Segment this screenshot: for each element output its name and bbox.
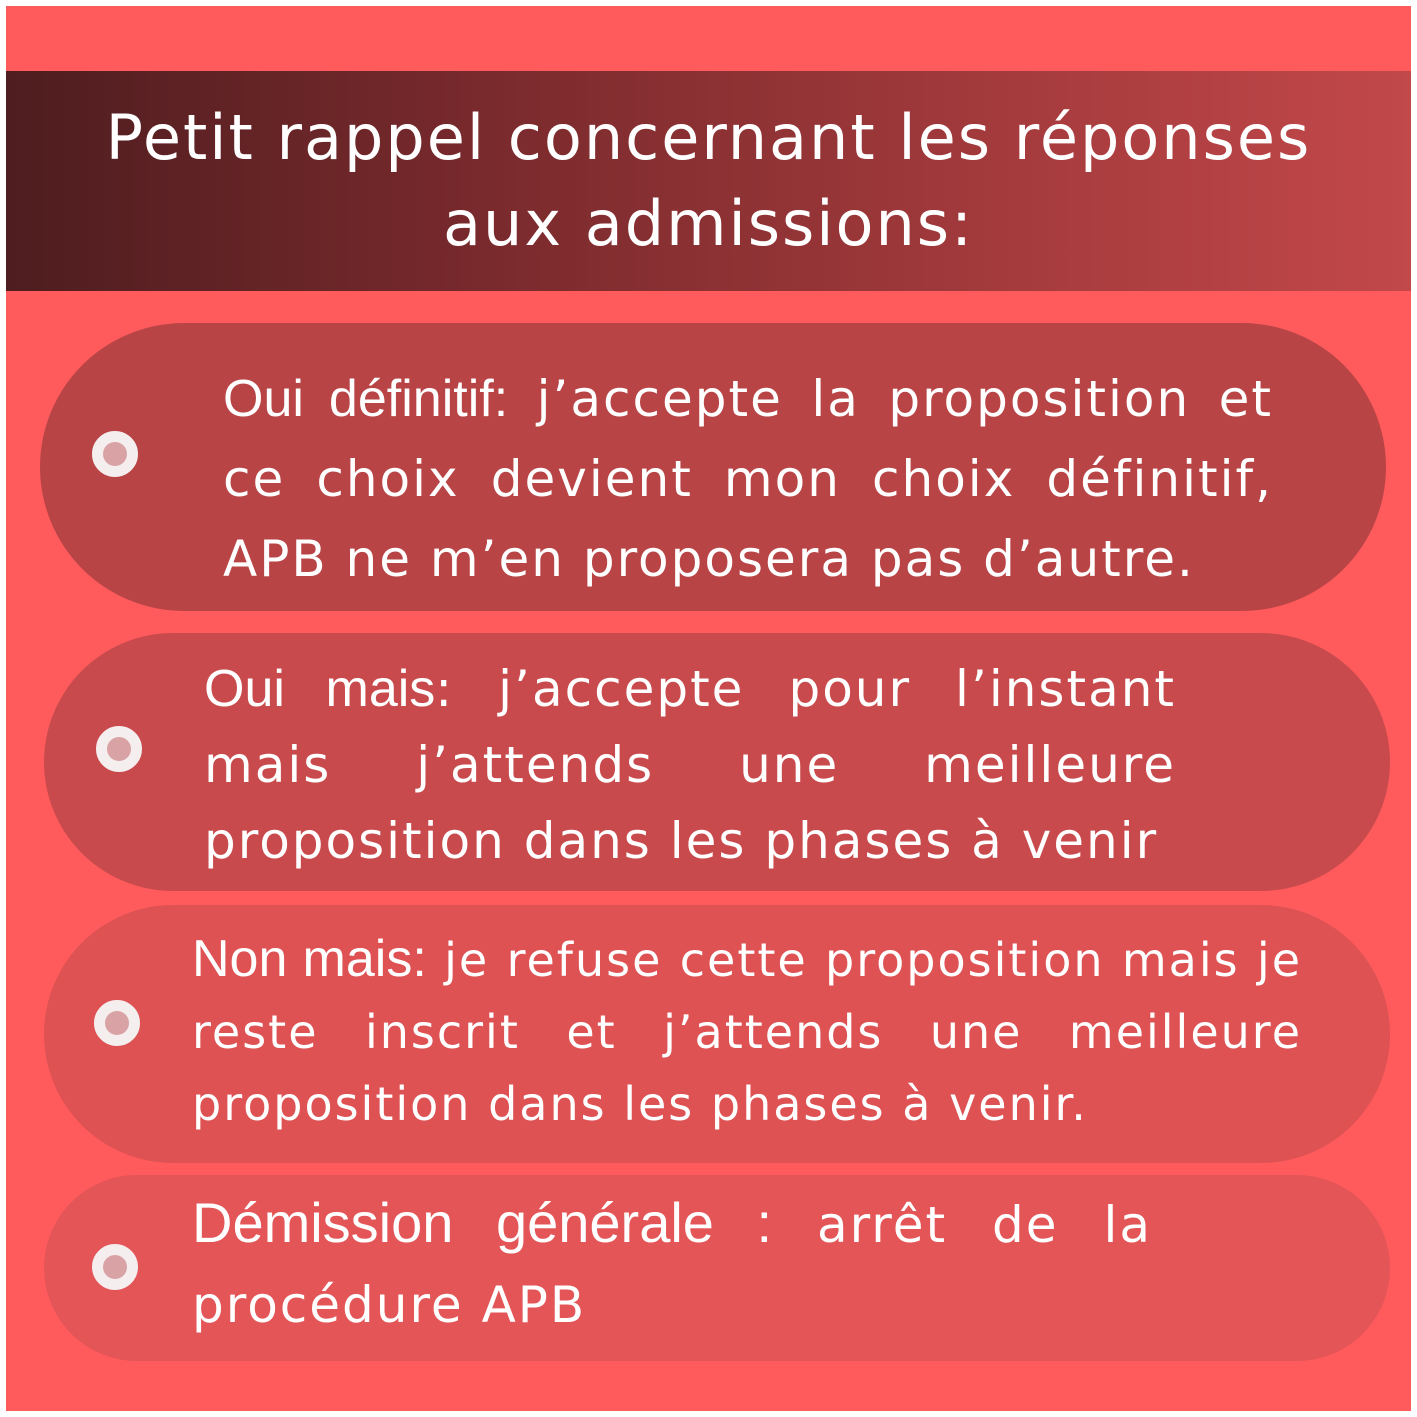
answer-card-oui-mais: [44, 633, 1390, 891]
answer-card-oui-definitif: [40, 323, 1386, 611]
answer-description: : j’accepte pour l’instant mais j’attends une meilleure proposition dans les phases à venir: [204, 660, 1177, 870]
title-banner: [6, 71, 1411, 291]
answer-term: Oui mais: [204, 660, 436, 718]
answer-text: [192, 923, 1302, 1140]
answer-term: Non mais:: [192, 930, 427, 988]
radio-bullet-icon: [94, 1000, 140, 1046]
page-title: Petit rappel concernant les réponses aux admissions:: [105, 101, 1312, 260]
answer-term: Démission générale :: [192, 1191, 773, 1254]
answer-description: arrêt de la procédure APB: [192, 1196, 1152, 1334]
radio-bullet-icon: [92, 1244, 138, 1290]
answer-text: [204, 651, 1176, 879]
radio-bullet-icon: [92, 431, 138, 477]
radio-bullet-icon: [96, 726, 142, 772]
answer-description: je refuse cette proposition mais je reste inscrit et j’attends une meilleure proposition dans les phases à venir.: [192, 933, 1303, 1131]
answer-card-non-mais: [44, 905, 1390, 1163]
answer-card-demission-generale: [44, 1175, 1390, 1361]
answer-term: Oui définitif:: [223, 370, 509, 428]
answer-text: [223, 359, 1273, 599]
answer-description: j’accepte la proposition et ce choix devient mon choix définitif, APB ne m’en proposera pas d’autre.: [223, 370, 1274, 588]
infographic: [6, 6, 1411, 1411]
answer-text: [192, 1183, 1152, 1345]
